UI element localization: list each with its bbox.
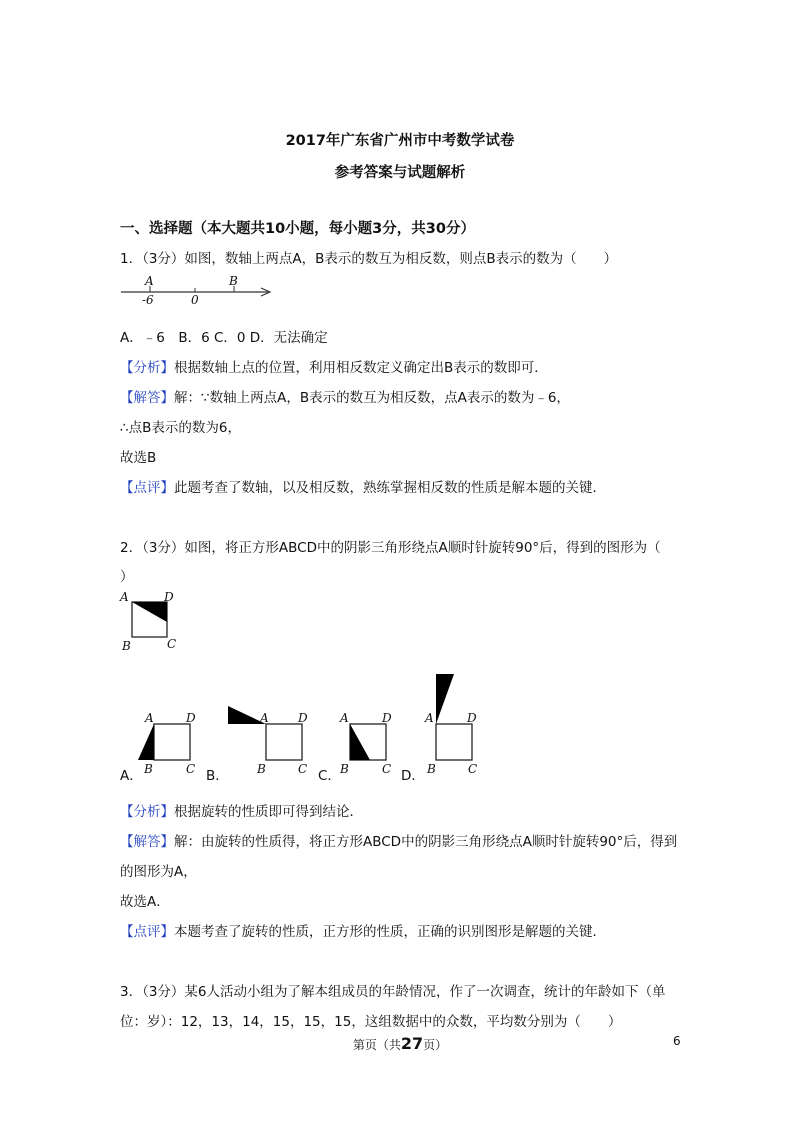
option-b-label-c: C [298, 762, 308, 776]
option-a-label-c: C [186, 762, 196, 776]
q1-stem: 1．（3分）如图，数轴上两点A，B表示的数互为相反数，则点B表示的数为（ ） [120, 251, 618, 267]
q1-answer-line-2: ∴点B表示的数为6， [120, 420, 241, 436]
vertex-a-label: A [120, 590, 129, 604]
comment-text: 本题考查了旋转的性质，正方形的性质，正确的识别图形是解题的关键． [174, 924, 606, 940]
comment-text: 此题考查了数轴，以及相反数，熟练掌握相反数的性质是解本题的关键． [174, 480, 606, 496]
option-b-square [264, 722, 304, 762]
option-c-label-c: C [382, 762, 392, 776]
vertex-d-label: D [164, 590, 174, 604]
vertex-b-label: B [122, 639, 131, 653]
tick-label-negative-six: -6 [142, 293, 154, 307]
analysis-tag: 【分析】 [120, 804, 174, 820]
option-d-letter: D． [401, 768, 425, 784]
option-a-label-a: A [145, 711, 154, 725]
point-b-label: B [229, 274, 238, 288]
tick-label-zero: 0 [191, 293, 199, 307]
option-d-square [434, 722, 474, 762]
option-c-label-a: A [340, 711, 349, 725]
answer-text: 解：由旋转的性质得，将正方形ABCD中的阴影三角形绕点A顺时针旋转90°后，得到 [174, 834, 678, 850]
q3-stem-line-2: 位：岁）：12，13，14，15，15，15，这组数据中的众数，平均数分别为（ ） [120, 1014, 622, 1030]
square-with-shaded-triangle [130, 600, 170, 640]
q1-answer-line-1 [120, 386, 570, 406]
footer-suffix: 页） [423, 1038, 448, 1052]
answer-tag: 【解答】 [120, 390, 174, 406]
option-d-label-a: A [425, 711, 434, 725]
q1-comment [120, 476, 606, 496]
option-a-square [152, 722, 192, 762]
answer-text: 解：∵数轴上两点A，B表示的数互为相反数，点A表示的数为﹣6， [174, 390, 570, 406]
q1-analysis [120, 356, 548, 376]
option-b-label-b: B [257, 762, 266, 776]
vertex-c-label: C [167, 637, 177, 651]
comment-tag: 【点评】 [120, 924, 174, 940]
q2-answer-line-3: 故选A． [120, 894, 170, 910]
footer-total-pages: 27 [400, 1034, 424, 1053]
option-c-label-b: B [340, 762, 349, 776]
q2-stem-line-1: 2．（3分）如图，将正方形ABCD中的阴影三角形绕点A顺时针旋转90°后，得到的图形为（ [120, 540, 661, 556]
section-heading: 一、选择题（本大题共10小题，每小题3分，共30分） [120, 221, 475, 237]
option-b-letter: B． [206, 768, 229, 784]
q2-stem-line-2: ） [120, 569, 134, 585]
q2-answer-line-2: 的图形为A， [120, 864, 197, 880]
q2-comment [120, 920, 606, 940]
answer-tag: 【解答】 [120, 834, 174, 850]
option-d-label-b: B [427, 762, 436, 776]
option-c-letter: C． [318, 768, 341, 784]
q1-options: A．﹣6 B．6 C．0 D．无法确定 [120, 330, 328, 346]
option-c-square [348, 722, 388, 762]
option-b-label-d: D [298, 711, 308, 725]
footer-prefix: 第页（共 [352, 1038, 401, 1052]
q1-answer-line-3: 故选B [120, 450, 157, 466]
analysis-tag: 【分析】 [120, 360, 174, 376]
option-b-label-a: A [260, 711, 269, 725]
option-d-label-c: C [468, 762, 478, 776]
analysis-text: 根据旋转的性质即可得到结论． [174, 804, 363, 820]
option-a-triangle [136, 722, 156, 762]
document-title: 2017年广东省广州市中考数学试卷 [285, 133, 515, 149]
analysis-text: 根据数轴上点的位置，利用相反数定义确定出B表示的数即可． [174, 360, 548, 376]
option-c-label-d: D [382, 711, 392, 725]
q2-analysis [120, 800, 363, 820]
option-a-label-b: B [144, 762, 153, 776]
q3-stem-line-1: 3．（3分）某6人活动小组为了解本组成员的年龄情况，作了一次调查，统计的年龄如下（单 [120, 984, 666, 1000]
option-a-letter: A． [120, 768, 143, 784]
comment-tag: 【点评】 [120, 480, 174, 496]
point-a-label: A [145, 274, 154, 288]
option-d-label-d: D [467, 711, 477, 725]
q2-answer-line-1 [120, 830, 677, 850]
option-d-triangle [434, 672, 456, 726]
page-number: 6 [673, 1034, 681, 1048]
option-a-label-d: D [186, 711, 196, 725]
document-subtitle: 参考答案与试题解析 [334, 165, 466, 181]
